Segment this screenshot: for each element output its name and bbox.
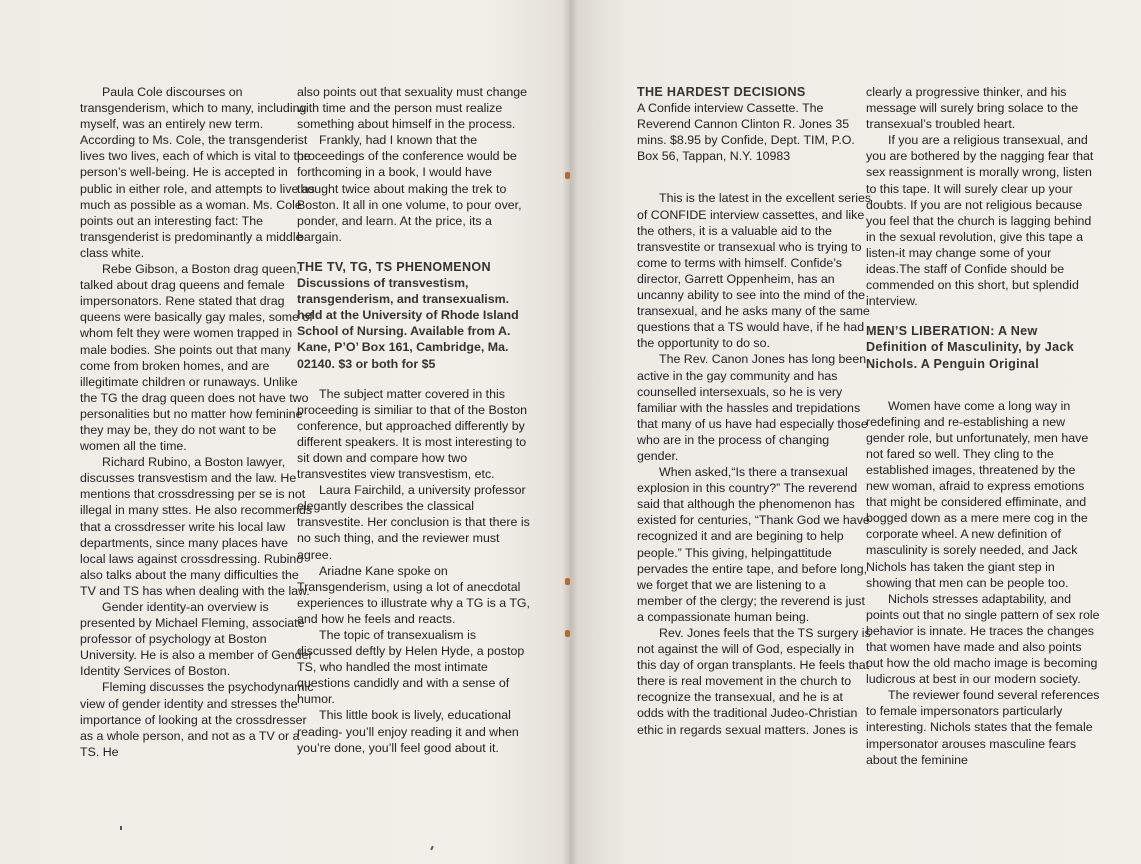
- spacer: [866, 309, 1101, 323]
- paragraph-richard-rubino: Richard Rubino, a Boston lawyer, discusses transvestism and the law. He mentions that crossdressing per se is not illegal in many sttes. He also recommends that a crossdresser write his local law departments, since many places have local laws against crossdressing. Rubino also talks about the many difficulties the TV and TS has when dealing with the law.: [80, 455, 313, 598]
- spacer: [637, 164, 872, 190]
- paragraph-paula-cole: Paula Cole discourses on transgenderism, which to many, including myself, was an entirely new term. According to Ms. Cole, the transgenderist lives two lives, each of which is vital to the person’s well-being. He is accepted in public in either role, and attempts to live as much as possible as a woman. Ms. Cole points out an interesting fact: The transgenderist is predominantly a middle class white.: [80, 85, 315, 260]
- review-heading-hardest-decisions: THE HARDEST DECISIONS: [637, 85, 806, 99]
- paragraph-progressive-thinker: clearly a progressive thinker, and his message will surely bring solace to the transexual’s troubled heart.: [866, 85, 1079, 132]
- staple-mark: [565, 172, 570, 179]
- right-column-2: [866, 84, 1101, 768]
- spacer: [866, 372, 1101, 398]
- spacer: [297, 245, 532, 259]
- review-heading-tv-tg-ts: THE TV, TG, TS PHENOMENON: [297, 259, 491, 274]
- review-heading-mens-liberation: MEN’S LIBERATION: A New Definition of Masculinity, by Jack Nichols. A Penguin Original: [866, 324, 1075, 371]
- staple-mark: [565, 630, 570, 637]
- paragraph-gender-identity: Gender identity-an overview is presented by Michael Fleming, associate professor of psychology at Boston University. He is also a member of Gender Identity Services of Boston.: [80, 600, 313, 679]
- right-column-1: [637, 84, 872, 738]
- spacer: [297, 372, 532, 386]
- paragraph-ariadne-kane: Ariadne Kane spoke on Transgenderism, using a lot of anecdotal experiences to illustrate why a TG is a TG, and how he feels and reacts.: [297, 563, 530, 626]
- paragraph-ts-surgery: Rev. Jones feels that the TS surgery is not against the will of God, especially in this day of organ transplants. He feels that there is real movement in the church to recognize the transexual, and he is at odds with the traditional Judeo-Christian ethic in regards sexual matters. Jones is: [637, 626, 871, 737]
- paper-fleck: [120, 826, 122, 830]
- paragraph-fleming: Fleming discusses the psychodynamic view of gender identity and stresses the importance of looking at the crossdresser as a whole person, and not as a TV or a TS. He: [80, 680, 314, 759]
- binding-gutter: [562, 0, 578, 864]
- paragraph-subject-matter: The subject matter covered in this proceeding is similiar to that of the Boston conference, but approached differently by different speakers. It is most interesting to sit down and compare how two transvestites view transvestism, etc.: [297, 386, 528, 482]
- paragraph-religious-transexual: If you are a religious transexual, and you are bothered by the nagging fear that sex reassignment is morally wrong, listen to this tape. It will surely clear up your doubts. If you are not religious because you feel that the church is lagging behind in the sexual revolution, give this tape a listen-it may change some of your ideas.The staff of Confide should be commended on this short, but splendid interview.: [866, 133, 1094, 309]
- staple-mark: [565, 578, 570, 585]
- left-column-2: [297, 84, 532, 756]
- review-subheading-tv-tg-ts: Discussions of transvestism, transgenderism, and transexualism. held at the University of Rhode Island School of Nursing. Available from A. Kane, P’O’ Box 161, Cambridge, Ma. 02140. $3 or both for $5: [297, 276, 519, 371]
- paragraph-little-book: This little book is lively, educational reading- you’ll enjoy reading it and when you’re done, you’ll feel good about it.: [297, 708, 519, 755]
- paragraph-when-asked: When asked,“Is there a transexual explosion in this country?” The reverend said that although the phenomenon has existed for centuries, “Thank God we have recognized it and are begining to help people.” This giving, helpingattitude pervades the entire tape, and before long, we forget that we are listening to a member of the clergy; the reverend is just a compassionate human being.: [637, 465, 870, 624]
- paragraph-nichols-stresses: Nichols stresses adaptability, and points out that no single pattern of sex role behavior is innate. He traces the changes that women have made and also points out how the old macho image is becoming ludicrous at best in our modern society.: [866, 591, 1100, 687]
- paragraph-helen-hyde: The topic of transexualism is discussed deftly by Helen Hyde, a postop TS, who handled the most intimate questions candidly and with a sense of humor.: [297, 628, 525, 707]
- paragraph-frankly: Frankly, had I known that the proceedings of the conference would be forthcoming in a book, I would have thought twice about making the trek to Boston. It all in one volume, to pour over, ponder, and learn. At the price, its a bargain.: [297, 133, 522, 244]
- paragraph-rebe-gibson: Rebe Gibson, a Boston drag queen, talked about drag queens and female impersonators. Rene stated that drag queens were basically gay males, some of whom felt they were women trapped in male bodies. She points out that many come from broken homes, and are illegitimate children or runaways. Unlike the TG the drag queen does not have two personalities but no matter how feminine they may be, they do not want to be women all the time.: [80, 262, 313, 454]
- paragraph-continued-sexuality: also points out that sexuality must change with time and the person must realize something about himself in the process.: [297, 85, 528, 132]
- paragraph-laura-fairchild: Laura Fairchild, a university professor elegantly describes the classical transvestite. Her conclusion is that there is no such thing, and the reviewer must agree.: [297, 483, 530, 562]
- paragraph-latest-series: This is the latest in the excellent series of CONFIDE interview cassettes, and like the others, it is a valuable aid to the transvestite or transexual who is trying to come to terms with himself. Confide’s director, Garrett Oppenheim, has an uncanny ability to see into the mind of the transexual, and he asks many of the same questions that a TS would have, if he had the opportunity to do so.: [637, 191, 872, 351]
- paragraph-women-come-long-way: Women have come a long way in redefining and re-establishing a new gender role, but unfortunately, men have not fared so well. They cling to the established images, threatened by the new woman, afraid to express emotions that might be considered effiminate, and bogged down as a mere mere cog in the corporate wheel. A new definition of masculinity is sorely needed, and Jack Nichols has taken the giant step in showing that men can be people too.: [866, 398, 1089, 590]
- paragraph-canon-jones: The Rev. Canon Jones has long been active in the gay community and has counselled intersexuals, so he is very familiar with the hassles and trepidations that many of us have had especially those who are in the process of changing gender.: [637, 352, 868, 463]
- left-page: [0, 0, 570, 864]
- review-citation-hardest-decisions: A Confide interview Cassette. The Reverend Cannon Clinton R. Jones 35 mins. $8.95 by Confide, Dept. TIM, P.O. Box 56, Tappan, N.Y. 10983: [637, 101, 855, 164]
- paragraph-reviewer-found: The reviewer found several references to female impersonators particularly interesting. Nichols states that the female impersonator arouses masculine fears about the feminine: [866, 688, 1100, 767]
- left-column-1: [80, 84, 315, 760]
